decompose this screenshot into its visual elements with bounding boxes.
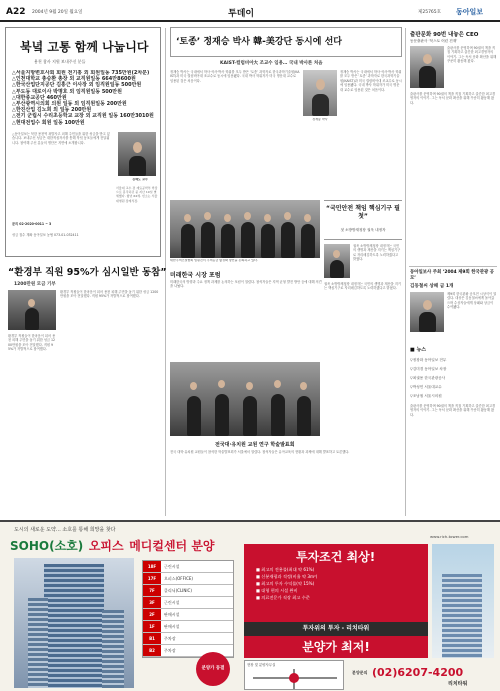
poll-body-cont: 환경부 직원들이 한마음이 되어 용천 피해 주민을 돕기 위한 성금 1200만원을 모아 전달했다. 직원 95%가 자발적으로 참여했다. <box>8 334 56 352</box>
floor-row: B2 주차장 <box>143 645 233 657</box>
floor-row: 2F 판매시설 <box>143 609 233 621</box>
floor-row: 18F 근린시설 <box>143 561 233 573</box>
donor-item: △현대전업수 회원 일동 100만원 <box>12 119 85 126</box>
slogan-subtitle: 첫 소방방재청장 권욱 내정자 <box>340 228 386 232</box>
news-label: ■ 뉴스 <box>410 347 427 353</box>
ad-company: 리치타워 <box>448 681 468 687</box>
floor-table <box>142 560 234 658</box>
floor-row: 1F 판매시설 <box>143 621 233 633</box>
feature-subtitle: KAIST-컬럼비아大 조교수 임용… 국내 박사론 처음 <box>220 61 323 66</box>
news-item: ▽박성민 서울대교수 <box>410 385 442 389</box>
poll-title: “환경부 직원 95%가 심시일반 동참” <box>8 267 167 278</box>
obituary-body: 서울대 교수 겸 재료공학부 학장으로 봉직하던 중 지난 19일 별세했다. 향년 64세. 빈소는 서울대병원 장례식장. <box>116 186 158 203</box>
donation-subtitle: 용천 참사 지원 보내주신 분들 <box>34 59 86 64</box>
floor-row: 7F 클리닉(CLINIC) <box>143 585 233 597</box>
corner-body-cont: 출판사를 운영하며 90권의 책을 직접 기획하고 출간한 최고경영자의 이야기. 그는 독서 문화 확산을 위해 꾸준히 활동해 왔다. <box>410 92 496 105</box>
check-item: ■ 대형 편의 시설 완비 <box>256 588 298 593</box>
divider <box>409 266 497 267</box>
corner-photo <box>410 46 444 88</box>
ad-brand <box>10 535 215 554</box>
donation-body: △동아일보는 북한 용천역 폭발사고 피해 주민들을 위한 성금을 받고 있습니다. 보내주신 성금은 대한적십자사를 통해 북녘 동포들에게 전달됩니다. 참여해 주신 분들의 명단은 지면에 소개합니다. <box>12 132 110 145</box>
donor-item: △인천대학교 총승환 총장 외 교직원일동 664만8600원 <box>12 76 136 83</box>
price-freeze-badge: 분양가 동결 <box>196 652 230 686</box>
issue-date: 2004년 9월 20일 월요일 <box>32 10 83 15</box>
invest-panel <box>244 544 428 622</box>
donation-box <box>5 27 161 257</box>
floor-row: 17F 오피스(OFFICE) <box>143 573 233 585</box>
feature-title: ‘토종’ 정재승 박사 韓-美강단 동시에 선다 <box>176 37 342 47</box>
bottom-caption-body: 전국 대학·유치원 교원들이 참석한 학술발표회가 서울에서 열렸다. 참석자들은 유아교육의 현황과 과제에 대해 발표하고 토론했다. <box>170 450 350 454</box>
ad-top-line: 도시의 새로운 도약… 소호를 통해 희망을 찾다 <box>14 527 116 533</box>
big-slogan: 분양가 최저! <box>244 636 428 658</box>
donor-item: △부도동 대로이사 박명호 외 임직원일동 500만원 <box>12 88 122 95</box>
award-title: 동아일보사 주최 ‘2004 제9회 한국관광 공모’ <box>410 270 494 281</box>
corner-sub: 동문출판사 ‘북스토 어린 건재’ <box>410 39 458 43</box>
ad-phone[interactable]: (02)6207-4200 <box>372 666 464 679</box>
invest-title: 투자조건 최상! <box>296 550 376 564</box>
invest-checks <box>256 566 317 601</box>
group-photo <box>170 200 320 258</box>
award-photo <box>410 292 444 332</box>
award-sub: 김동철씨 상패 금 1개 <box>410 284 454 289</box>
slogan-body-cont: 권욱 소방방재청장 내정자는 국민의 생명과 재산을 지키는 핵심기구로 자리매김하도록 노력하겠다고 밝혔다. <box>324 282 401 291</box>
phone-label: 분양문의 <box>352 670 368 675</box>
check-item: ■ 최고의 전용률(최대 약 61%) <box>256 567 315 572</box>
ad-site[interactable]: www.rich-tower.com <box>430 534 469 539</box>
masthead <box>0 0 500 22</box>
donation-bank: 성금 접수 계좌 동아일보 농협 073-01-032411 <box>12 233 79 237</box>
mid-body: 미래한국의 방향과 주요 정책 과제를 논의하는 포럼이 열렸다. 참석자들은 지역 균형 발전 방안 등에 대해 의견을 나눴다. <box>170 280 322 289</box>
right-body-tail: 출판사를 운영하며 90권의 책을 직접 기획하고 출간한 최고경영자의 이야기. 그는 독서 문화 확산을 위해 꾸준히 활동해 왔다. <box>410 404 496 417</box>
check-item: ■ 최고의 투자 수익률(약 15%) <box>256 581 315 586</box>
slogan-photo <box>324 244 350 278</box>
news-item: ▽최권용 한국관광공사 <box>410 376 446 380</box>
brand-soho: SOHO(소호) <box>10 539 84 553</box>
feature-title-box <box>170 27 402 57</box>
location-map[interactable] <box>244 660 344 690</box>
brand-office: 오피스 <box>88 539 124 553</box>
newspaper-logo: 동아일보 <box>456 8 484 16</box>
mid-headline: 미래한국 시장 포럼 <box>170 272 221 279</box>
donation-contact: 문의 02-2020-0011 ~ 3 <box>12 222 52 226</box>
bottom-caption-title: 전국대·유치원 교원 연구 학술발표회 <box>215 442 295 448</box>
donor-item: △부산광역시의회 의원 일동 외 임직원일동 200만원 <box>12 101 127 108</box>
check-item: ■ 의료전문가 직장 최고 수준 <box>256 595 310 600</box>
donor-list <box>12 70 158 126</box>
donation-title: 북녘 고통 함께 나눕니다 <box>20 40 149 54</box>
floor-row: 3F 근린시설 <box>143 597 233 609</box>
donor-item: △한진산업 김노희 외 일동 200만원 <box>12 107 92 114</box>
slogan-box <box>324 200 402 240</box>
group-photo-caption: 대한주택건설협회 임원진이 주택공급 활성화 방안을 논의하고 있다. <box>170 259 258 262</box>
news-item: ▽조남철 서울시의원 <box>410 394 442 398</box>
feature-body: 정재승 박사는 국내에서 학사·석사·박사 학위를 모두 받은 ‘토종’ 과학자로 한국과학기술원(KAIST)과 미국 컬럼비아대 조교수로 동시에 임용됐다. 국내 박사 학위자가 미국 명문대 교수로 임용된 것은 처음이다. <box>170 70 300 83</box>
issue-number: 제25765호 <box>418 10 442 15</box>
news-list <box>410 356 498 401</box>
obituary-photo <box>118 132 156 176</box>
tower-illustration <box>14 558 134 688</box>
corner-title: 출판문화 90번 내놓은 CEO <box>410 32 479 38</box>
poll-body: 환경부 직원들이 한마음이 되어 용천 피해 주민을 돕기 위한 성금 1200만원을 모아 전달했다. 직원 95%가 자발적으로 참여했다. <box>60 290 159 299</box>
corner-body: 출판사를 운영하며 90권의 책을 직접 기획하고 출간한 최고경영자의 이야기. 그는 독서 문화 확산을 위해 꾸준히 활동해 왔다. <box>447 46 497 64</box>
slogan-title: “국민안전 책임 핵심기구 필첫” <box>326 205 400 220</box>
ceremony-photo <box>170 362 320 436</box>
donor-item: △한국산업단지공단 김홍근 이사장 외 임직원일동 500만원 <box>12 82 142 89</box>
feature-photo-caption: 정재승 박사 <box>312 118 328 121</box>
news-item: ▽정창화 동아일보 전무 <box>410 358 447 362</box>
page-number: A22 <box>6 7 26 17</box>
feature-photo <box>303 70 337 116</box>
donor-item: △서울지방변호사회 회원 전기홍 외 회원일동 735만원(2차분) <box>12 70 150 76</box>
poll-subhead: 1200만원 모금 기부 <box>14 282 56 287</box>
feature-body-cont: 정재승 박사는 국내에서 학사·석사·박사 학위를 모두 받은 ‘토종’ 과학자로 한국과학기술원(KAIST)과 미국 컬럼비아대 조교수로 동시에 임용됐다. 국내 박사 학위자가 미국 명문대 교수로 임용된 것은 처음이다. <box>340 70 402 92</box>
ad-right-photo <box>432 544 494 658</box>
floor-row: B1 주차장 <box>143 633 233 645</box>
brand-medical: 메디컬센터 분양 <box>129 539 215 553</box>
check-item: ■ 신분재평과 적정(비율 약 3m²) <box>256 574 318 579</box>
divider <box>405 28 406 516</box>
news-item: ▽김미경 동아일보 차장 <box>410 367 447 371</box>
map-label: 현장 및 분양사무실 <box>247 663 276 667</box>
section-title: 투데이 <box>228 9 255 19</box>
real-estate-ad <box>0 520 500 691</box>
donor-item: △대한종교공단 460만원 <box>12 94 67 101</box>
slogan-body: 권욱 소방방재청장 내정자는 국민의 생명과 재산을 지키는 핵심기구로 자리매김하도록 노력하겠다고 밝혔다. <box>353 244 401 262</box>
award-body: 제9회 한국관광 공모전 시상식이 열렸다. 대상은 김동철씨에게 돌아갔으며 수상자들에게 상패와 상금이 수여됐다. <box>447 292 497 310</box>
donor-item: △전기 군립시 수리초등학교 교장 외 교직원 일동 160만3010원 <box>12 113 154 120</box>
poll-photo <box>8 290 56 330</box>
obituary-label: 김혜도 교수 <box>132 178 148 181</box>
invest-strip: 투자위의 투자 - 리치타워 <box>244 622 428 636</box>
